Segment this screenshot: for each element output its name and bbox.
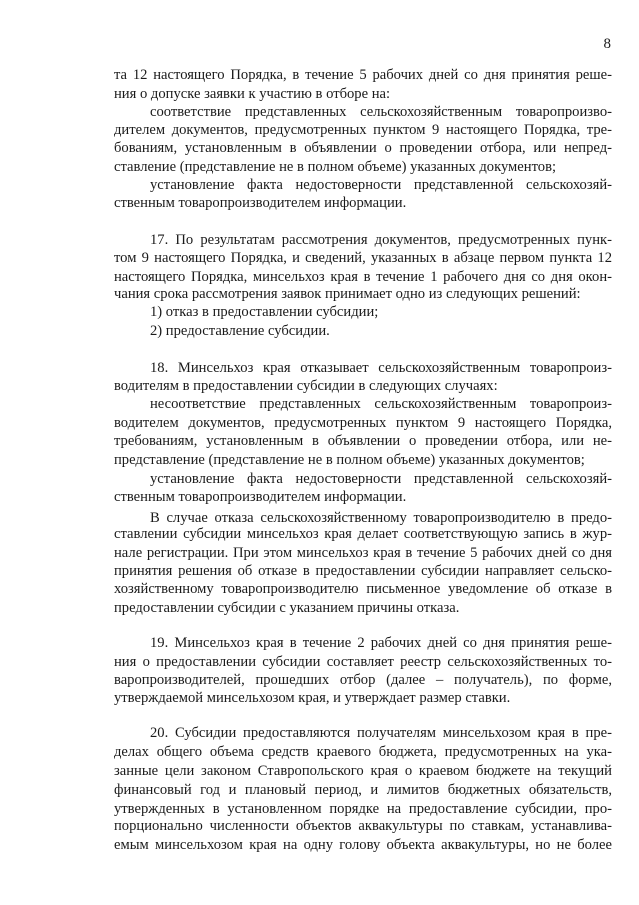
text-line: 20. Субсидии предоставляются получателям минсельхозом края в пре- (150, 725, 612, 741)
text-line: нале регистрации. При этом минсельхоз края в течение 5 рабочих дней со дня (114, 545, 612, 561)
text-line: водителям в предоставлении субсидии в следующих случаях: (114, 378, 498, 394)
text-line: 18. Минсельхоз края отказывает сельскохозяйственным товаропроиз- (150, 360, 612, 376)
text-line: делах общего объема средств краевого бюджета, предусмотренных на ука- (114, 744, 612, 760)
text-line: финансовый год и плановый период, и лимитов бюджетных обязательств, (114, 782, 612, 798)
text-line: предоставлении субсидии с указанием причины отказа. (114, 600, 460, 616)
text-line: В случае отказа сельскохозяйственному товаропроизводителю в предо- (150, 510, 612, 526)
text-line: чания срока рассмотрения заявок принимает одно из следующих решений: (114, 286, 581, 302)
text-line: водителем документов, предусмотренных пунктом 9 настоящего Порядка, (114, 415, 612, 431)
text-line: ственным товаропроизводителем информации. (114, 489, 407, 505)
text-line: установление факта недостоверности представленной сельскохозяй- (150, 471, 612, 487)
text-line: требованиям, установленным в объявлении о проведении отбора, или не- (114, 433, 612, 449)
text-line: утверждаемой минсельхозом края, и утверждает размер ставки. (114, 690, 511, 706)
text-line: соответствие представленных сельскохозяйственным товаропроизво- (150, 104, 612, 120)
text-line: ставлении субсидии минсельхоз края делает соответствующую запись в жур- (114, 526, 612, 542)
page-number: 8 (603, 36, 611, 52)
text-line: занные цели законом Ставропольского края о краевом бюджете на текущий (114, 763, 612, 779)
text-line: дителем документов, предусмотренных пунктом 9 настоящего Порядка, тре- (114, 122, 612, 138)
text-line: 19. Минсельхоз края в течение 2 рабочих дней со дня принятия реше- (150, 635, 612, 651)
text-line: ния о допуске заявки к участию в отборе на: (114, 86, 391, 102)
text-line: том 9 настоящего Порядка, и сведений, указанных в абзаце первом пункта 12 (114, 250, 612, 266)
text-line: хозяйственному товаропроизводителю письменное уведомление об отказе в (114, 581, 612, 597)
text-line: установление факта недостоверности представленной сельскохозяй- (150, 177, 612, 193)
text-line: 2) предоставление субсидии. (150, 323, 330, 339)
text-line: ственным товаропроизводителем информации. (114, 195, 407, 211)
text-line: 1) отказ в предоставлении субсидии; (150, 304, 379, 320)
text-line: ставление (представление не в полном объеме) указанных документов; (114, 159, 557, 175)
text-line: представление (представление не в полном объеме) указанных документов; (114, 452, 585, 468)
text-line: ния о предоставлении субсидии составляет реестр сельскохозяйственных то- (114, 654, 612, 670)
text-line: несоответствие представленных сельскохозяйственным товаропроиз- (150, 396, 612, 412)
text-line: бованиям, установленным в объявлении о проведении отбора, или непред- (114, 140, 612, 156)
text-line: настоящего Порядка, минсельхоз края в течение 1 рабочего дня со дня окон- (114, 269, 612, 285)
text-line: утвержденных в установленном порядке на предоставление субсидии, про- (114, 801, 612, 817)
text-line: емым минсельхозом края на одну голову объекта аквакультуры, но не более (114, 837, 612, 853)
text-line: порционально численности объектов аквакультуры по ставкам, устанавлива- (114, 818, 612, 834)
text-line: принятия решения об отказе в предоставлении субсидии направляет сельско- (114, 563, 612, 579)
text-line: варопроизводителей, прошедших отбор (далее – получатель), по форме, (114, 672, 612, 688)
text-line: 17. По результатам рассмотрения документов, предусмотренных пунк- (150, 232, 612, 248)
text-line: та 12 настоящего Порядка, в течение 5 рабочих дней со дня принятия реше- (114, 67, 612, 83)
